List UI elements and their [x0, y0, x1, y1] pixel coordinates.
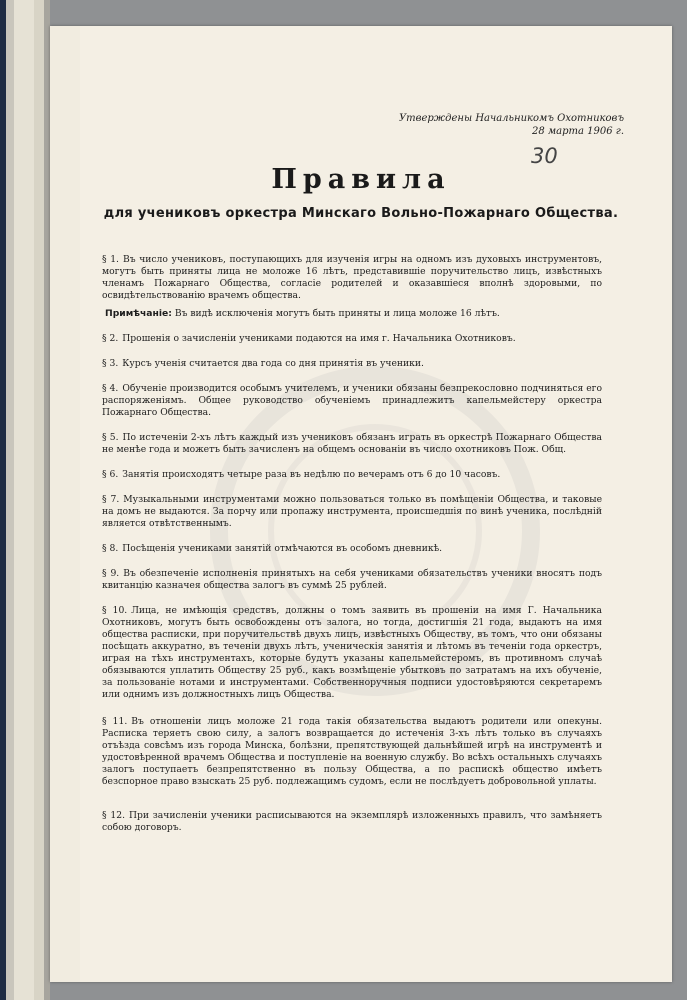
note-text: Въ видѣ исключенія могутъ быть приняты и лица моложе 16 лѣтъ.: [174, 308, 500, 319]
section-text: Лица, не имѣющія средствъ, должны о томъ заявить въ прошеніи на имя Г. Начальника Охотниковъ, могутъ быть освобождены отъ залога, но тогда, достигшія 21 года, выдаютъ на имя общества расписки, при поручительствѣ двухъ лицъ, извѣстныхъ Обществу, въ томъ, что они обязаны посѣщать аккуратно, въ теченіи двухъ лѣтъ, ученическія занятія и лѣтомъ въ теченіи года оркестръ, играя на тѣхъ инструментахъ, которые будутъ указаны капельмейстеромъ, въ противномъ случаѣ обязываются уплатить Обществу 25 руб., какъ возмѣщеніе убытковъ по затратамъ на ихъ обученіе, за пользованіе нотами и инструментами. Собственноручныя подписи удостовѣряются секретаремъ или однимъ изъ должностныхъ лицъ Общества.: [102, 605, 602, 700]
section-number: § 4.: [102, 383, 119, 394]
section-text: Посѣщенія учениками занятій отмѣчаются въ особомъ дневникѣ.: [122, 543, 443, 554]
section-9: [102, 568, 602, 592]
section-12: [102, 810, 602, 834]
section-8: [102, 543, 602, 555]
section-11: [102, 716, 602, 788]
document-page: [50, 26, 672, 982]
section-number: § 5.: [102, 432, 119, 443]
section-number: § 7.: [102, 494, 120, 505]
section-number: § 8.: [102, 543, 119, 554]
section-7: [102, 494, 602, 530]
section-number: § 12.: [102, 810, 125, 821]
section-number: § 2.: [102, 333, 119, 344]
handwritten-page-number: 30: [531, 144, 558, 168]
section-text: Въ число учениковъ, поступающихъ для изученія игры на одномъ изъ духовыхъ инструментовъ, могутъ быть приняты лица не моложе 16 лѣтъ, представившіе поручительство лицъ, извѣстныхъ членамъ Пожарнаго Общества, согласіе родителей и оказавшіеся вполнѣ здоровыми, по освидѣтельствованію врачемъ общества.: [102, 254, 603, 301]
section-2: [102, 333, 602, 345]
approval-line-1: Утверждены Начальникомъ Охотниковъ: [398, 113, 624, 124]
note-label: Примѣчаніе:: [105, 308, 172, 319]
section-text: Занятія происходятъ четыре раза въ недѣлю по вечерамъ отъ 6 до 10 часовъ.: [122, 469, 501, 480]
section-number: § 10.: [102, 605, 128, 616]
section-text: Въ обезпеченіе исполненія принятыхъ на себя учениками обязательствъ ученики вносятъ подъ квитанцію казначея общества залогъ въ суммѣ 25 рублей.: [102, 568, 602, 591]
section-number: § 11.: [102, 716, 128, 727]
section-number: § 1.: [102, 254, 119, 265]
section-10: [102, 605, 602, 701]
section-text: По истеченіи 2-хъ лѣтъ каждый изъ учениковъ обязанъ играть въ оркестрѣ Пожарнаго Общества не менѣе года и можетъ быть зачисленъ на общемъ основаніи въ число охотниковъ Пож. Общ.: [102, 432, 603, 455]
section-1: [102, 254, 602, 302]
section-number: § 6.: [102, 469, 119, 480]
document-title: Правила: [271, 164, 451, 195]
section-4: [102, 383, 602, 419]
section-text: Прошенія о зачисленіи учениками подаются на имя г. Начальника Охотниковъ.: [122, 333, 516, 344]
binder-edge: [0, 0, 50, 1000]
section-6: [102, 469, 602, 481]
section-text: Курсъ ученія считается два года со дня принятія въ ученики.: [122, 358, 424, 369]
approval-note: [399, 112, 624, 138]
note: [105, 308, 605, 320]
approval-line-2: 28 марта 1906 г.: [531, 126, 624, 137]
section-number: § 3.: [102, 358, 119, 369]
section-text: Обученіе производится особымъ учителемъ, и ученики обязаны безпрекословно подчиняться его распоряженіямъ. Общее руководство обученіемъ принадлежитъ капельмейстеру оркестра Пожарнаго Общества.: [102, 383, 602, 418]
section-text: Въ отношеніи лицъ моложе 21 года такія обязательства выдаютъ родители или опекуны. Расписка теряетъ свою силу, а залогъ возвращается до истеченія 3-хъ лѣтъ только въ случаяхъ отъѣзда совсѣмъ изъ города Минска, болѣзни, препятствующей дальнѣйшей игрѣ на инструментѣ и удостовѣренной врачемъ Общества и поступленіе на военную службу. Во всѣхъ остальныхъ случаяхъ залогъ поступаетъ безпрепятственно въ пользу Общества, а по распискѣ общество имѣетъ безспорное право взыскать 25 руб. подлежащимъ судомъ, если не послѣдуетъ добровольной уплаты.: [102, 716, 602, 787]
section-text: Музыкальными инструментами можно пользоваться только въ помѣщеніи Общества, и таковые на домъ не выдаются. За порчу или пропажу инструмента, происшедшія по винѣ ученика, послѣдній является отвѣтственнымъ.: [102, 494, 603, 529]
section-number: § 9.: [102, 568, 120, 579]
section-5: [102, 432, 602, 456]
section-text: При зачисленіи ученики расписываются на экземплярѣ изложенныхъ правилъ, что замѣняетъ собою договоръ.: [102, 810, 602, 833]
section-3: [102, 358, 602, 370]
document-subtitle: для учениковъ оркестра Минскаго Вольно-Пожарнаго Общества.: [103, 206, 619, 221]
